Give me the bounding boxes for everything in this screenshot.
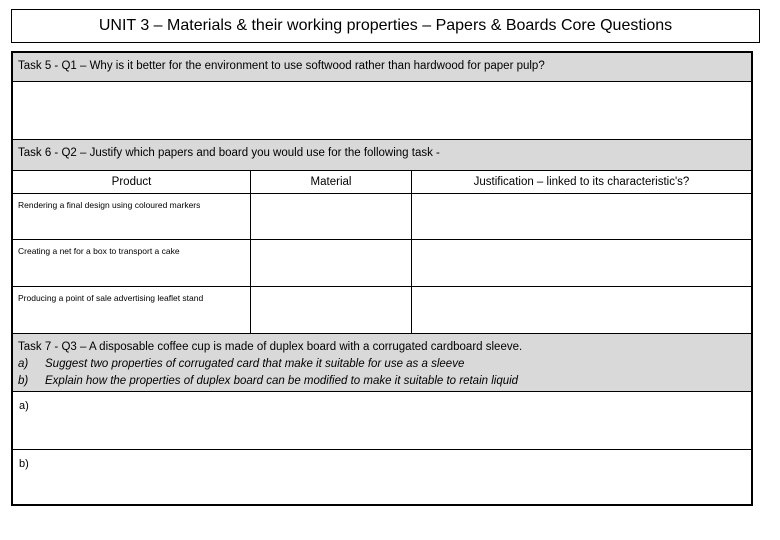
justification-cell[interactable] (411, 240, 751, 286)
header-material: Material (250, 171, 411, 193)
material-cell[interactable] (250, 194, 411, 239)
task5-answer-area[interactable] (13, 81, 751, 139)
task6-question: Task 6 - Q2 – Justify which papers and board you would use for the following task - (13, 139, 751, 170)
table-row (13, 286, 751, 333)
justification-cell[interactable] (411, 287, 751, 333)
product-cell: Creating a net for a box to transport a cake (18, 246, 180, 256)
product-cell: Rendering a final design using coloured markers (18, 200, 201, 210)
worksheet-table (11, 51, 753, 506)
task7-part-b (18, 373, 751, 390)
answer-a-label: a) (19, 400, 29, 412)
task7-part-a (18, 356, 751, 373)
task7-part-a-label: a) (18, 358, 29, 370)
task7-question (13, 333, 751, 391)
task7-part-b-text: Explain how the properties of duplex board can be modified to make it suitable to retain liquid (45, 375, 519, 387)
table-row (13, 193, 751, 239)
header-justification: Justification – linked to its characteristic's? (411, 171, 751, 193)
product-cell: Producing a point of sale advertising leaflet stand (18, 293, 204, 303)
material-cell[interactable] (250, 287, 411, 333)
page-title: UNIT 3 – Materials & their working properties – Papers & Boards Core Questions (11, 9, 760, 43)
justification-cell[interactable] (411, 194, 751, 239)
answer-b-label: b) (19, 458, 29, 470)
task7-question-intro: Task 7 - Q3 – A disposable coffee cup is made of duplex board with a corrugated cardboard sleeve. (18, 341, 523, 353)
task5-question: Task 5 - Q1 – Why is it better for the environment to use softwood rather than hardwood for paper pulp? (13, 53, 751, 81)
task7-part-b-label: b) (18, 375, 29, 387)
table-row (13, 239, 751, 286)
task7-answer-b-area[interactable] (13, 449, 751, 504)
header-product: Product (111, 176, 152, 188)
material-cell[interactable] (250, 240, 411, 286)
task7-part-a-text: Suggest two properties of corrugated card that make it suitable for use as a sleeve (45, 358, 465, 370)
task6-header-row (13, 170, 751, 193)
task7-answer-a-area[interactable] (13, 391, 751, 449)
